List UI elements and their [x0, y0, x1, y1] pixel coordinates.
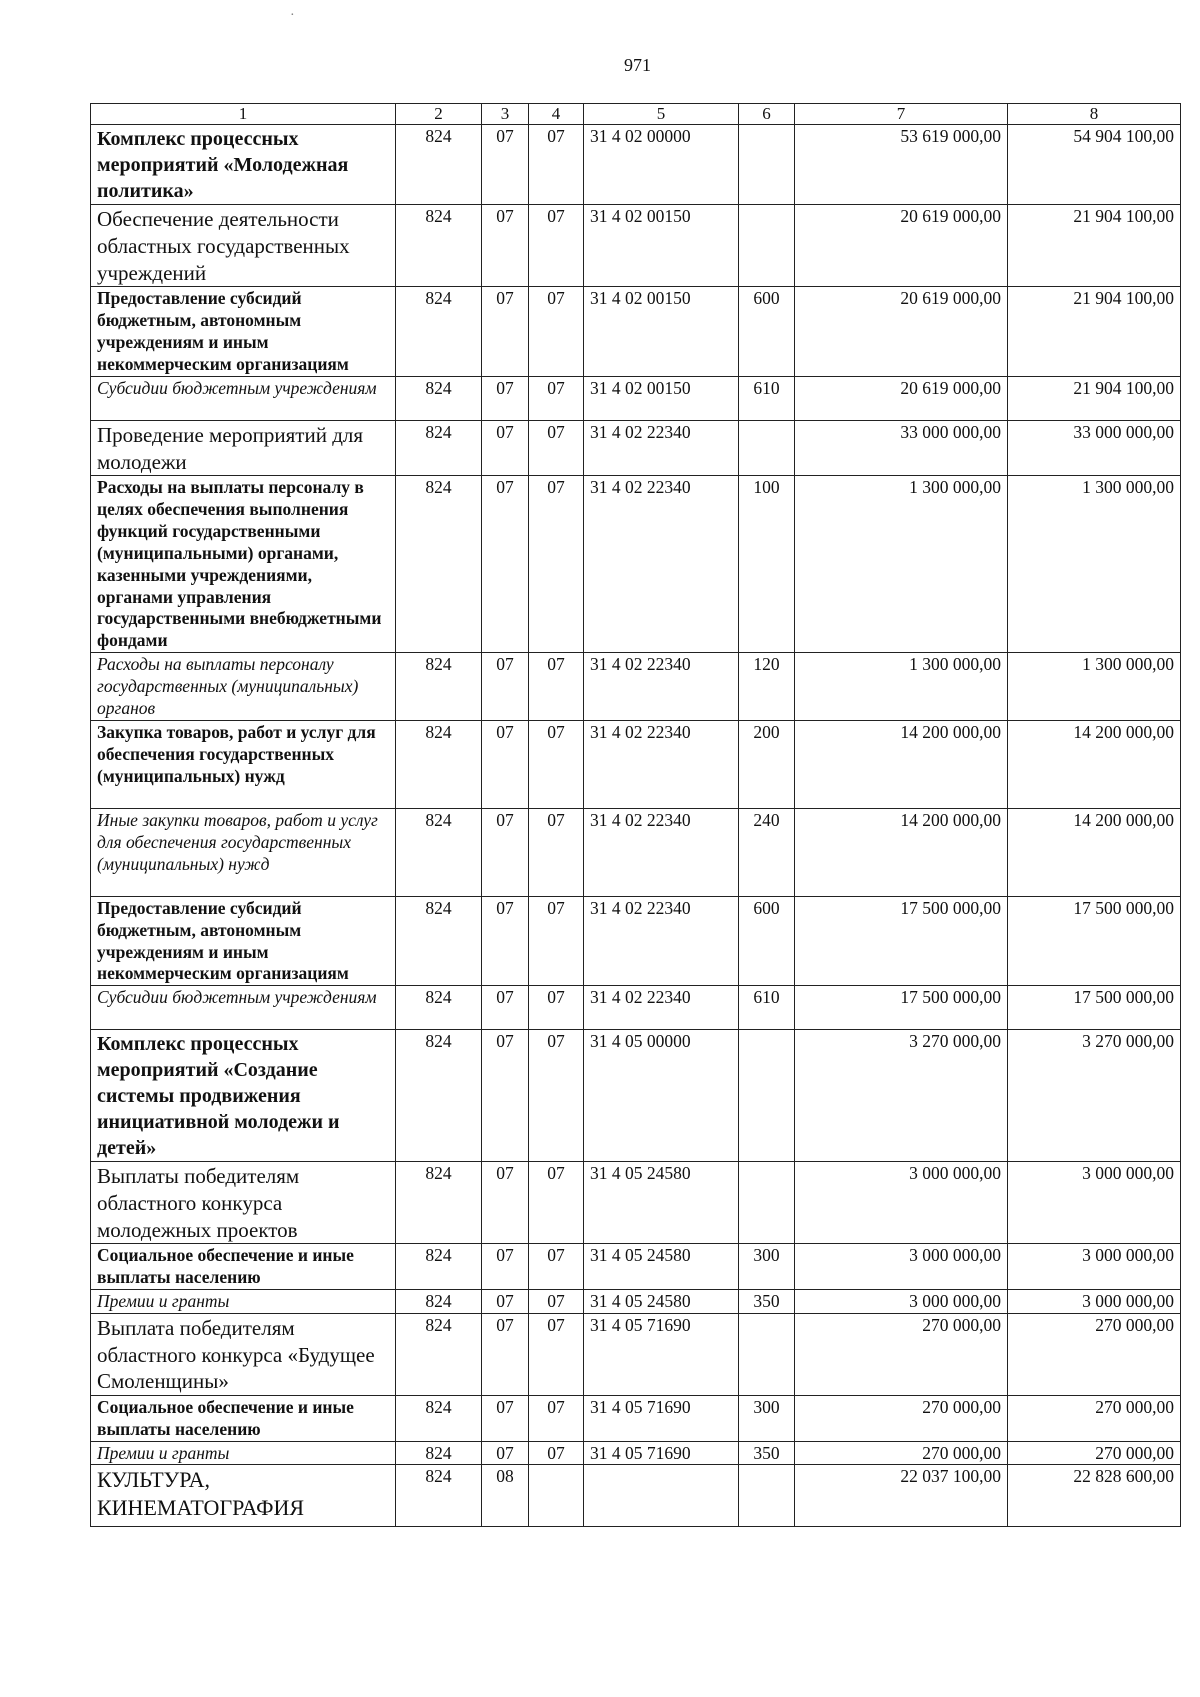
- section-code-cell: 07: [482, 205, 529, 287]
- section-code-cell: 07: [482, 808, 529, 896]
- expense-type-cell: 200: [739, 720, 795, 808]
- amount-year2-cell: 1 300 000,00: [1008, 653, 1181, 721]
- column-header: 4: [529, 104, 584, 125]
- ministry-code-cell: 824: [396, 1162, 482, 1244]
- amount-year1-cell: 22 037 100,00: [795, 1465, 1008, 1527]
- subsection-code-cell: 07: [529, 808, 584, 896]
- expense-type-cell: [739, 1030, 795, 1162]
- expense-type-cell: [739, 1313, 795, 1395]
- table-body: [91, 125, 1181, 1527]
- scan-speck: ·: [290, 8, 295, 23]
- amount-year2-cell: 3 000 000,00: [1008, 1244, 1181, 1290]
- table-row: [91, 653, 1181, 721]
- expense-type-cell: 100: [739, 476, 795, 653]
- amount-year2-cell: 270 000,00: [1008, 1313, 1181, 1395]
- target-article-cell: 31 4 02 00000: [584, 125, 739, 205]
- amount-year1-cell: 53 619 000,00: [795, 125, 1008, 205]
- expense-type-cell: 350: [739, 1290, 795, 1314]
- subsection-code-cell: 07: [529, 420, 584, 475]
- ministry-code-cell: 824: [396, 125, 482, 205]
- ministry-code-cell: 824: [396, 1244, 482, 1290]
- section-code-cell: 07: [482, 896, 529, 986]
- target-article-cell: 31 4 05 71690: [584, 1441, 739, 1465]
- target-article-cell: 31 4 02 22340: [584, 653, 739, 721]
- column-header: 6: [739, 104, 795, 125]
- subsection-code-cell: 07: [529, 1313, 584, 1395]
- column-header: 8: [1008, 104, 1181, 125]
- expense-type-cell: [739, 420, 795, 475]
- amount-year2-cell: 17 500 000,00: [1008, 986, 1181, 1030]
- amount-year1-cell: 17 500 000,00: [795, 986, 1008, 1030]
- expense-type-cell: [739, 205, 795, 287]
- amount-year1-cell: 20 619 000,00: [795, 205, 1008, 287]
- expense-type-cell: [739, 1162, 795, 1244]
- row-name-cell: Проведение мероприятий для молодежи: [91, 420, 396, 475]
- amount-year2-cell: 17 500 000,00: [1008, 896, 1181, 986]
- target-article-cell: 31 4 02 22340: [584, 476, 739, 653]
- ministry-code-cell: 824: [396, 376, 482, 420]
- table-row: [91, 1465, 1181, 1527]
- amount-year2-cell: 1 300 000,00: [1008, 476, 1181, 653]
- subsection-code-cell: 07: [529, 476, 584, 653]
- expense-type-cell: [739, 1465, 795, 1527]
- subsection-code-cell: 07: [529, 1290, 584, 1314]
- section-code-cell: 07: [482, 1162, 529, 1244]
- target-article-cell: 31 4 05 71690: [584, 1313, 739, 1395]
- section-code-cell: 07: [482, 720, 529, 808]
- target-article-cell: 31 4 02 22340: [584, 720, 739, 808]
- expense-type-cell: 600: [739, 896, 795, 986]
- subsection-code-cell: 07: [529, 205, 584, 287]
- target-article-cell: 31 4 05 24580: [584, 1244, 739, 1290]
- row-name-cell: Социальное обеспечение и иные выплаты населению: [91, 1244, 396, 1290]
- ministry-code-cell: 824: [396, 1313, 482, 1395]
- subsection-code-cell: 07: [529, 287, 584, 377]
- section-code-cell: 07: [482, 287, 529, 377]
- table-row: [91, 1313, 1181, 1395]
- subsection-code-cell: 07: [529, 125, 584, 205]
- table-row: [91, 125, 1181, 205]
- column-header: 7: [795, 104, 1008, 125]
- section-code-cell: 07: [482, 653, 529, 721]
- ministry-code-cell: 824: [396, 205, 482, 287]
- amount-year1-cell: 20 619 000,00: [795, 287, 1008, 377]
- column-header: 1: [91, 104, 396, 125]
- amount-year1-cell: 3 000 000,00: [795, 1244, 1008, 1290]
- table-row: [91, 720, 1181, 808]
- subsection-code-cell: 07: [529, 1395, 584, 1441]
- ministry-code-cell: 824: [396, 653, 482, 721]
- row-name-cell: Субсидии бюджетным учреждениям: [91, 376, 396, 420]
- amount-year1-cell: 1 300 000,00: [795, 653, 1008, 721]
- target-article-cell: 31 4 02 22340: [584, 808, 739, 896]
- ministry-code-cell: 824: [396, 986, 482, 1030]
- ministry-code-cell: 824: [396, 1441, 482, 1465]
- target-article-cell: 31 4 02 00150: [584, 287, 739, 377]
- subsection-code-cell: [529, 1465, 584, 1527]
- row-name-cell: КУЛЬТУРА, КИНЕМАТОГРАФИЯ: [91, 1465, 396, 1527]
- row-name-cell: Расходы на выплаты персоналу в целях обеспечения выполнения функций государственными (муниципальными) органами, казенными учреждениями, органами управления государственными внебюджетными фондами: [91, 476, 396, 653]
- amount-year1-cell: 1 300 000,00: [795, 476, 1008, 653]
- ministry-code-cell: 824: [396, 1290, 482, 1314]
- amount-year2-cell: 33 000 000,00: [1008, 420, 1181, 475]
- ministry-code-cell: 824: [396, 476, 482, 653]
- table-row: [91, 896, 1181, 986]
- table-row: [91, 1030, 1181, 1162]
- ministry-code-cell: 824: [396, 1395, 482, 1441]
- section-code-cell: 07: [482, 986, 529, 1030]
- expense-type-cell: 300: [739, 1395, 795, 1441]
- expense-type-cell: 610: [739, 376, 795, 420]
- section-code-cell: 07: [482, 1030, 529, 1162]
- section-code-cell: 07: [482, 1290, 529, 1314]
- amount-year1-cell: 270 000,00: [795, 1395, 1008, 1441]
- expense-type-cell: 600: [739, 287, 795, 377]
- target-article-cell: 31 4 02 22340: [584, 986, 739, 1030]
- ministry-code-cell: 824: [396, 1030, 482, 1162]
- row-name-cell: Предоставление субсидий бюджетным, автономным учреждениям и иным некоммерческим организациям: [91, 287, 396, 377]
- row-name-cell: Иные закупки товаров, работ и услуг для обеспечения государственных (муниципальных) нужд: [91, 808, 396, 896]
- ministry-code-cell: 824: [396, 720, 482, 808]
- amount-year1-cell: 33 000 000,00: [795, 420, 1008, 475]
- subsection-code-cell: 07: [529, 896, 584, 986]
- row-name-cell: Премии и гранты: [91, 1290, 396, 1314]
- row-name-cell: Комплекс процессных мероприятий «Молодежная политика»: [91, 125, 396, 205]
- amount-year1-cell: 3 270 000,00: [795, 1030, 1008, 1162]
- target-article-cell: 31 4 02 00150: [584, 205, 739, 287]
- amount-year1-cell: 17 500 000,00: [795, 896, 1008, 986]
- section-code-cell: 07: [482, 1441, 529, 1465]
- column-header: 3: [482, 104, 529, 125]
- expense-type-cell: 610: [739, 986, 795, 1030]
- subsection-code-cell: 07: [529, 376, 584, 420]
- target-article-cell: 31 4 02 00150: [584, 376, 739, 420]
- row-name-cell: Социальное обеспечение и иные выплаты населению: [91, 1395, 396, 1441]
- section-code-cell: 07: [482, 420, 529, 475]
- section-code-cell: 07: [482, 1313, 529, 1395]
- row-name-cell: Выплаты победителям областного конкурса молодежных проектов: [91, 1162, 396, 1244]
- page-number: 971: [624, 55, 651, 75]
- expense-type-cell: 350: [739, 1441, 795, 1465]
- amount-year2-cell: 3 000 000,00: [1008, 1290, 1181, 1314]
- target-article-cell: 31 4 05 24580: [584, 1290, 739, 1314]
- table-header-row: [91, 104, 1181, 125]
- row-name-cell: Субсидии бюджетным учреждениям: [91, 986, 396, 1030]
- amount-year2-cell: 21 904 100,00: [1008, 287, 1181, 377]
- expense-type-cell: [739, 125, 795, 205]
- budget-table: [90, 103, 1181, 1527]
- row-name-cell: Расходы на выплаты персоналу государственных (муниципальных) органов: [91, 653, 396, 721]
- table-row: [91, 476, 1181, 653]
- section-code-cell: 07: [482, 1244, 529, 1290]
- column-header: 2: [396, 104, 482, 125]
- section-code-cell: 08: [482, 1465, 529, 1527]
- target-article-cell: 31 4 02 22340: [584, 420, 739, 475]
- target-article-cell: [584, 1465, 739, 1527]
- target-article-cell: 31 4 05 24580: [584, 1162, 739, 1244]
- table-row: [91, 1162, 1181, 1244]
- amount-year2-cell: 21 904 100,00: [1008, 205, 1181, 287]
- amount-year2-cell: 3 000 000,00: [1008, 1162, 1181, 1244]
- amount-year1-cell: 270 000,00: [795, 1441, 1008, 1465]
- table-row: [91, 1290, 1181, 1314]
- table-row: [91, 376, 1181, 420]
- amount-year1-cell: 14 200 000,00: [795, 720, 1008, 808]
- column-header: 5: [584, 104, 739, 125]
- table-row: [91, 986, 1181, 1030]
- amount-year2-cell: 54 904 100,00: [1008, 125, 1181, 205]
- row-name-cell: Обеспечение деятельности областных государственных учреждений: [91, 205, 396, 287]
- target-article-cell: 31 4 05 71690: [584, 1395, 739, 1441]
- table-row: [91, 808, 1181, 896]
- subsection-code-cell: 07: [529, 1162, 584, 1244]
- table-row: [91, 1441, 1181, 1465]
- table-row: [91, 420, 1181, 475]
- section-code-cell: 07: [482, 476, 529, 653]
- amount-year1-cell: 14 200 000,00: [795, 808, 1008, 896]
- section-code-cell: 07: [482, 125, 529, 205]
- amount-year2-cell: 3 270 000,00: [1008, 1030, 1181, 1162]
- subsection-code-cell: 07: [529, 1030, 584, 1162]
- amount-year1-cell: 20 619 000,00: [795, 376, 1008, 420]
- amount-year2-cell: 270 000,00: [1008, 1441, 1181, 1465]
- ministry-code-cell: 824: [396, 287, 482, 377]
- row-name-cell: Выплата победителям областного конкурса «Будущее Смоленщины»: [91, 1313, 396, 1395]
- ministry-code-cell: 824: [396, 420, 482, 475]
- amount-year1-cell: 3 000 000,00: [795, 1162, 1008, 1244]
- row-name-cell: Предоставление субсидий бюджетным, автономным учреждениям и иным некоммерческим организациям: [91, 896, 396, 986]
- subsection-code-cell: 07: [529, 1244, 584, 1290]
- row-name-cell: Премии и гранты: [91, 1441, 396, 1465]
- target-article-cell: 31 4 05 00000: [584, 1030, 739, 1162]
- table-row: [91, 205, 1181, 287]
- expense-type-cell: 240: [739, 808, 795, 896]
- subsection-code-cell: 07: [529, 986, 584, 1030]
- amount-year2-cell: 14 200 000,00: [1008, 720, 1181, 808]
- ministry-code-cell: 824: [396, 896, 482, 986]
- subsection-code-cell: 07: [529, 1441, 584, 1465]
- amount-year2-cell: 270 000,00: [1008, 1395, 1181, 1441]
- amount-year1-cell: 3 000 000,00: [795, 1290, 1008, 1314]
- ministry-code-cell: 824: [396, 1465, 482, 1527]
- table-row: [91, 1244, 1181, 1290]
- section-code-cell: 07: [482, 1395, 529, 1441]
- target-article-cell: 31 4 02 22340: [584, 896, 739, 986]
- ministry-code-cell: 824: [396, 808, 482, 896]
- subsection-code-cell: 07: [529, 720, 584, 808]
- amount-year2-cell: 22 828 600,00: [1008, 1465, 1181, 1527]
- table-row: [91, 287, 1181, 377]
- table-row: [91, 1395, 1181, 1441]
- amount-year2-cell: 21 904 100,00: [1008, 376, 1181, 420]
- subsection-code-cell: 07: [529, 653, 584, 721]
- expense-type-cell: 300: [739, 1244, 795, 1290]
- expense-type-cell: 120: [739, 653, 795, 721]
- amount-year2-cell: 14 200 000,00: [1008, 808, 1181, 896]
- section-code-cell: 07: [482, 376, 529, 420]
- amount-year1-cell: 270 000,00: [795, 1313, 1008, 1395]
- row-name-cell: Закупка товаров, работ и услуг для обеспечения государственных (муниципальных) нужд: [91, 720, 396, 808]
- row-name-cell: Комплекс процессных мероприятий «Создание системы продвижения инициативной молодежи и детей»: [91, 1030, 396, 1162]
